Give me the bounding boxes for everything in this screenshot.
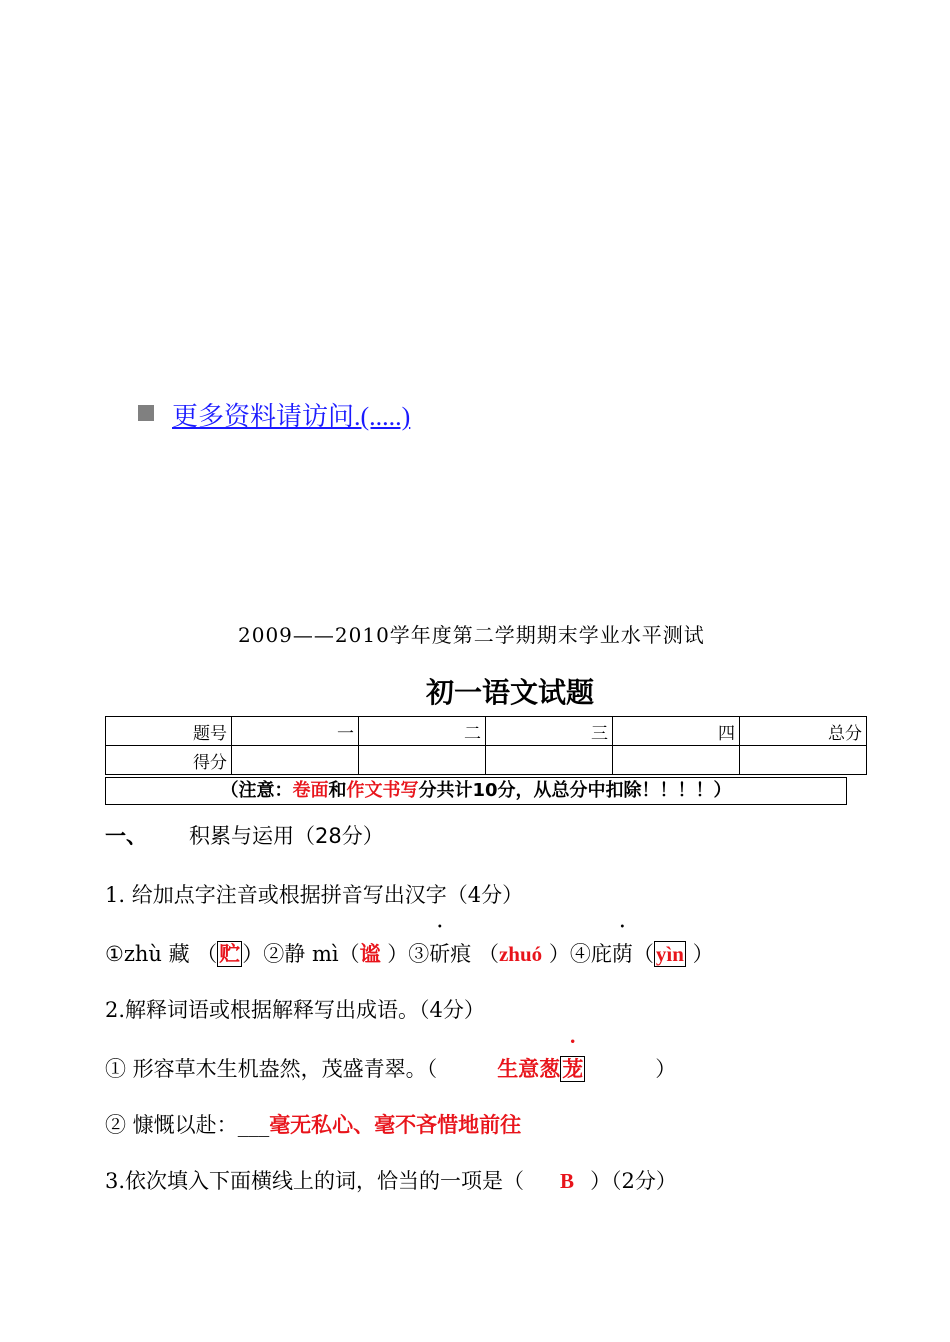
- question-3-prompt: [105, 1165, 677, 1195]
- q2-item1-text: ① 形容草木生机盎然，茂盛青翠。（: [105, 1057, 438, 1081]
- table-cell: [612, 746, 739, 775]
- question-2-item-1: [105, 1053, 676, 1083]
- question-2-prompt: 2.解释词语或根据解释写出成语。（4分）: [105, 998, 485, 1022]
- table-cell: [358, 746, 485, 775]
- notice-open: （注意：: [220, 780, 293, 801]
- table-cell: 题号: [106, 717, 232, 746]
- score-table: [105, 716, 867, 775]
- exam-header: 2009——2010学年度第二学期期末学业水平测试: [238, 623, 705, 647]
- table-cell: 四: [612, 717, 739, 746]
- q1-answer-1: 贮: [219, 942, 241, 966]
- q1-answer-3: zhuó: [498, 942, 543, 966]
- question-2-item-2: [105, 1109, 521, 1139]
- table-cell: 得分: [106, 746, 232, 775]
- table-row: [106, 717, 867, 746]
- notice-box: [105, 777, 847, 805]
- list-bullet-icon: [138, 405, 154, 421]
- q2-answer-1b: 茏: [562, 1057, 584, 1081]
- exam-title: 初一语文试题: [425, 676, 594, 709]
- table-cell: 三: [485, 717, 612, 746]
- q1-item3-rest: 痕 （: [450, 942, 499, 966]
- notice-red-1: 卷面: [292, 780, 329, 801]
- section-number: 一、: [105, 824, 147, 848]
- q3-text: 3.依次填入下面横线上的词，恰当的一项是（: [105, 1169, 525, 1193]
- more-resources-link[interactable]: 更多资料请访问.(.....): [172, 402, 411, 431]
- q2-item2-text: ② 慷慨以赴：: [105, 1113, 238, 1137]
- table-cell: [485, 746, 612, 775]
- table-cell: [232, 746, 359, 775]
- q2-item1-close: ）: [655, 1057, 677, 1081]
- q1-answer-2: 谧: [359, 942, 381, 966]
- q1-item2-text: ）②静 mì（: [242, 942, 360, 966]
- q1-dotted-char-4: 荫: [611, 942, 633, 966]
- question-1-prompt: 1. 给加点字注音或根据拼音写出汉字（4分）: [105, 883, 524, 907]
- q3-answer: B: [560, 1169, 575, 1193]
- table-cell: 总分: [739, 717, 866, 746]
- table-row: [106, 746, 867, 775]
- table-cell: [739, 746, 866, 775]
- table-cell: 一: [232, 717, 359, 746]
- table-cell: 二: [358, 717, 485, 746]
- q1-item1-text: ①zhù 藏 （: [105, 942, 218, 966]
- notice-red-2: 作文书写: [346, 780, 419, 801]
- q1-item3-text: ）③: [387, 942, 430, 966]
- q3-text-end: ）（2分）: [590, 1169, 677, 1193]
- q2-item2-blank: ___: [237, 1113, 270, 1137]
- q1-item4-mid: （: [632, 942, 654, 966]
- question-1-items: [105, 938, 714, 968]
- q1-item4-text: ）④庇: [548, 942, 612, 966]
- notice-and: 和: [328, 780, 347, 801]
- notice-rest: 分共计10分，从总分中扣除！！！！）: [418, 780, 732, 801]
- q2-answer-2: 毫无私心、毫不吝惜地前往: [269, 1113, 522, 1137]
- section-heading: [105, 820, 384, 850]
- q1-item4-close: ）: [692, 942, 714, 966]
- section-title: 积累与运用（28分）: [189, 824, 384, 848]
- q2-answer-1a: 生意葱: [497, 1057, 561, 1081]
- q1-answer-4: yìn: [655, 942, 684, 966]
- q1-dotted-char-3: 斫: [429, 942, 451, 966]
